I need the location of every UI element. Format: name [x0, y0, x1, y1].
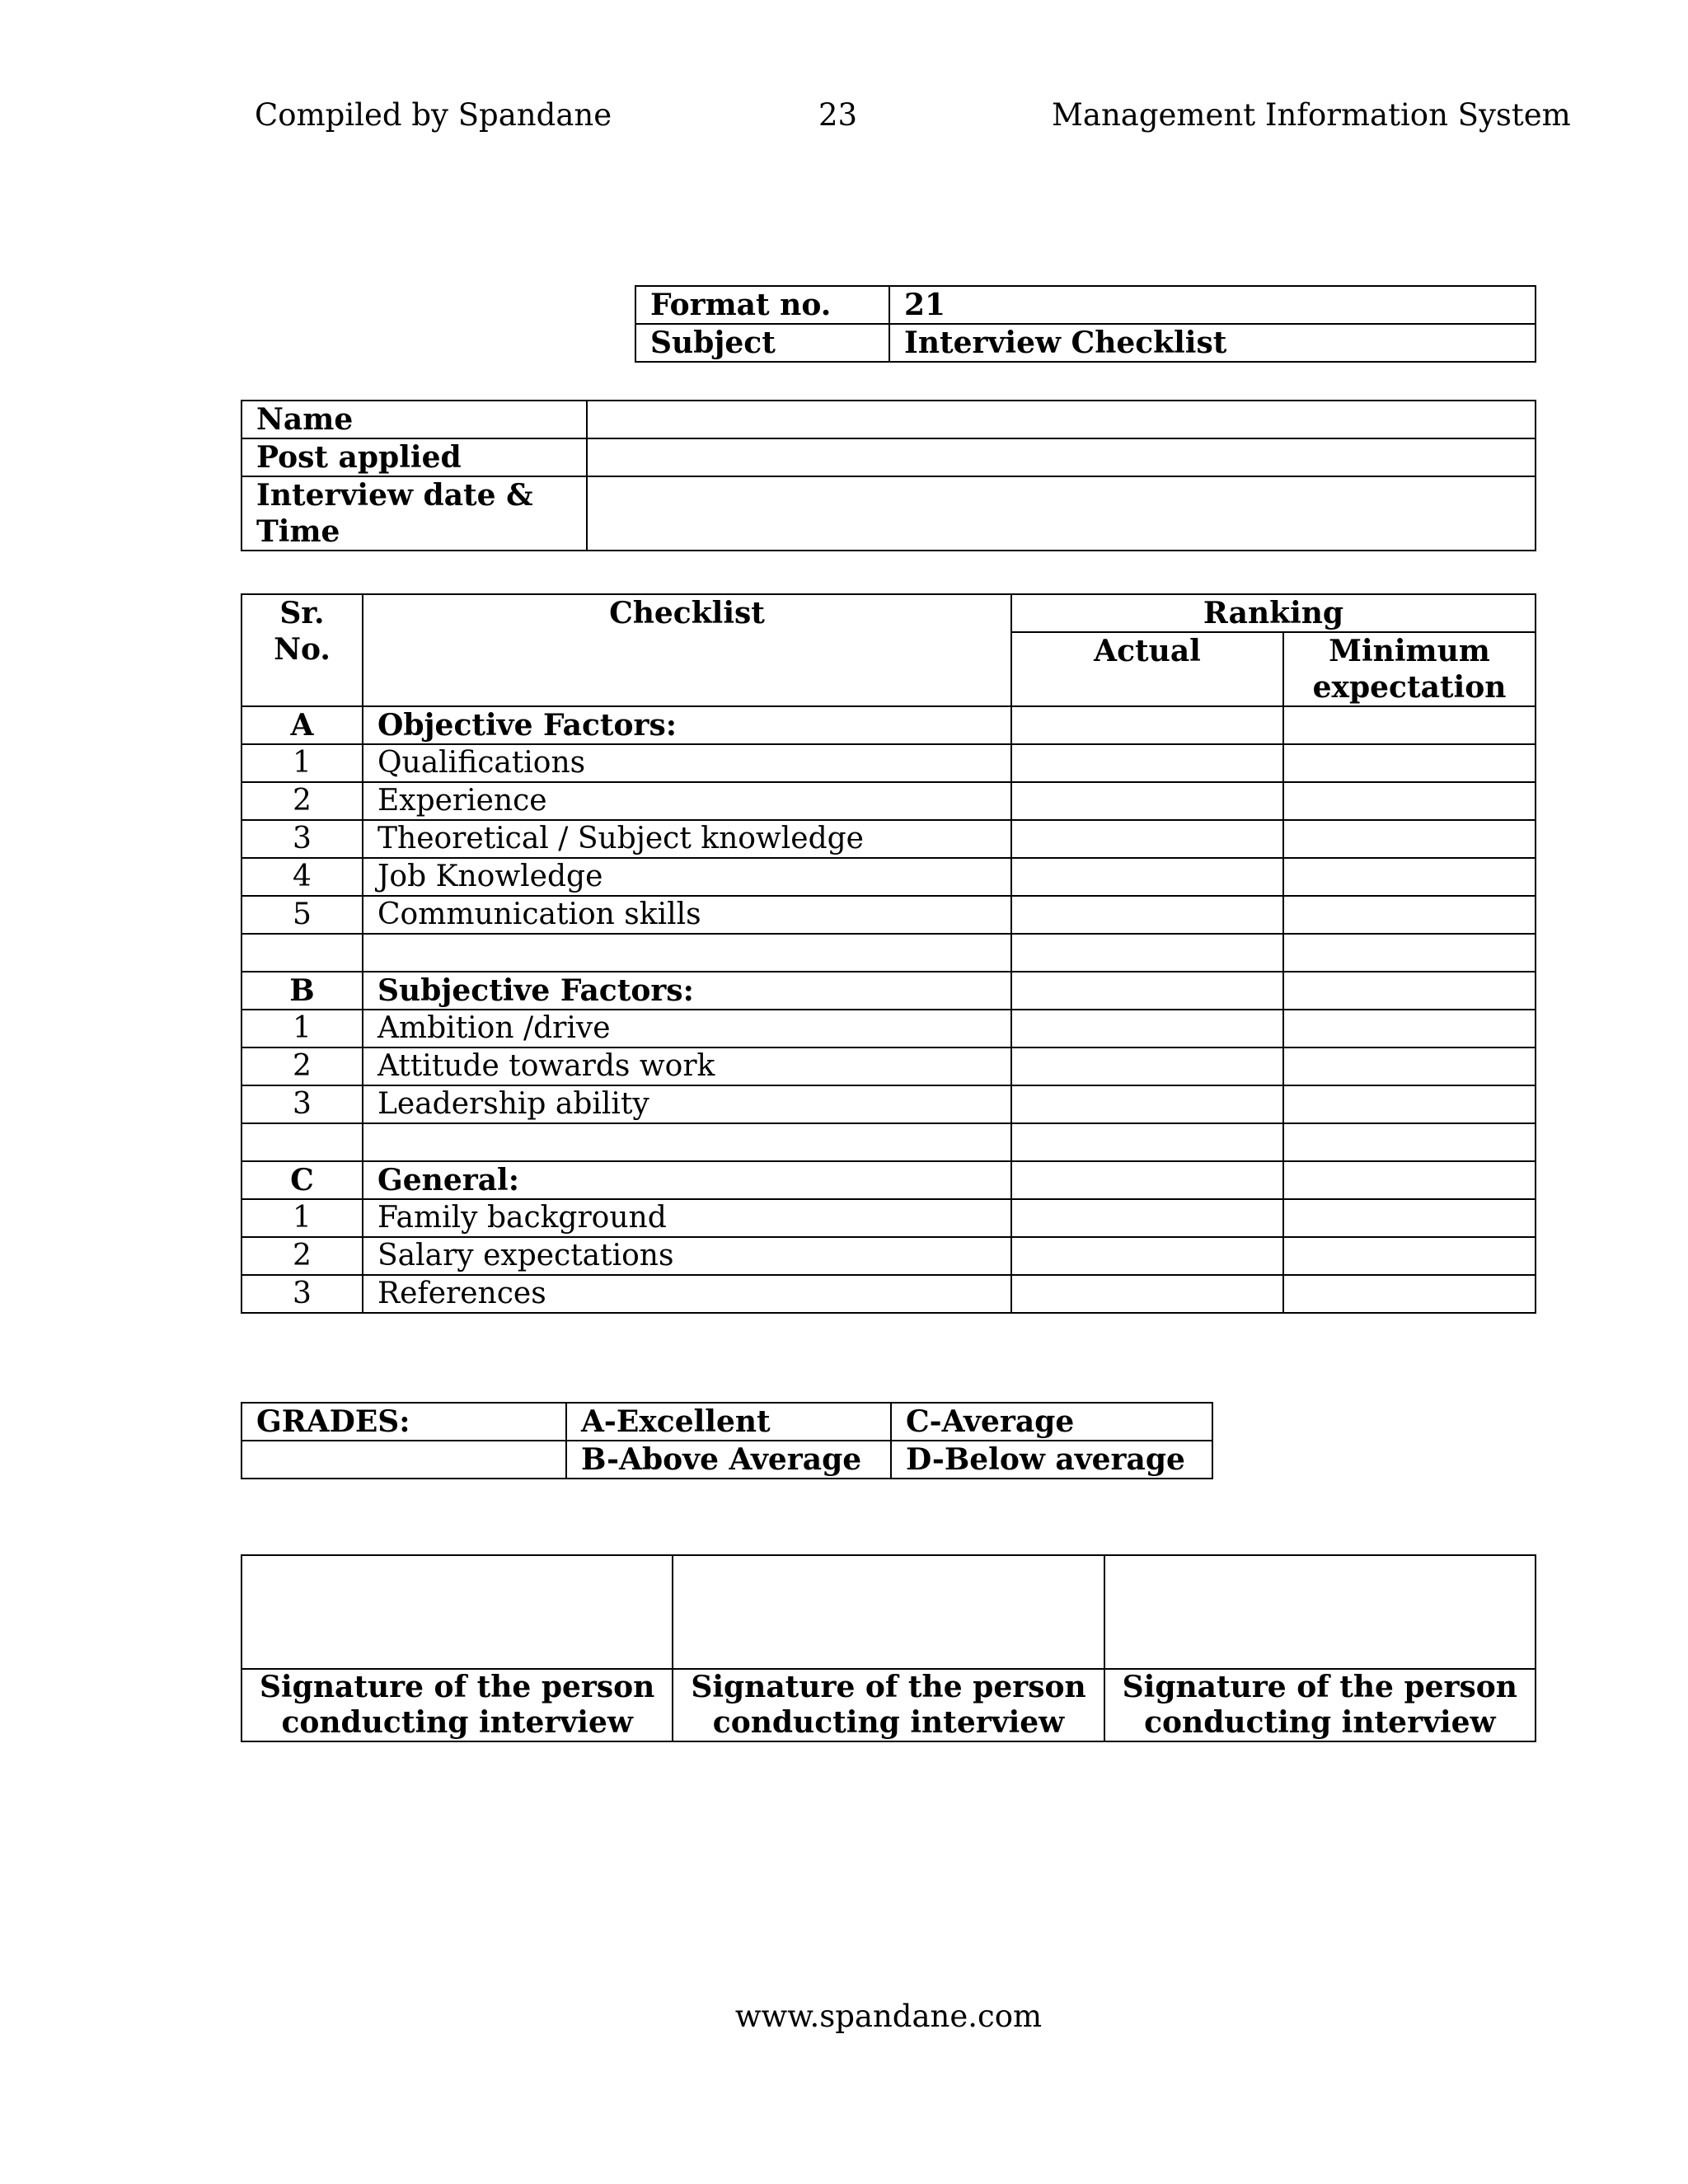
post-label: Post applied — [241, 438, 587, 476]
table-row — [241, 934, 1536, 972]
row-actual[interactable] — [1011, 858, 1283, 896]
row-sr: 2 — [241, 1047, 363, 1085]
col-ranking: Ranking — [1011, 594, 1536, 632]
table-row — [241, 706, 1536, 744]
table-row — [241, 858, 1536, 896]
row-actual[interactable] — [1011, 1123, 1283, 1161]
row-actual[interactable] — [1011, 1047, 1283, 1085]
row-sr: 1 — [241, 1010, 363, 1047]
row-actual[interactable] — [1011, 1010, 1283, 1047]
row-item: Subjective Factors: — [363, 972, 1011, 1010]
post-field[interactable] — [587, 438, 1536, 476]
page-number: 23 — [818, 97, 858, 133]
date-label: Interview date & Time — [241, 476, 587, 551]
subject-label: Subject — [635, 324, 889, 362]
row-minimum[interactable] — [1283, 820, 1536, 858]
signature-caption-3: Signature of the person conducting interview — [1104, 1669, 1536, 1741]
col-checklist: Checklist — [363, 594, 1011, 706]
row-minimum[interactable] — [1283, 858, 1536, 896]
row-minimum[interactable] — [1283, 1199, 1536, 1237]
row-actual[interactable] — [1011, 972, 1283, 1010]
row-actual[interactable] — [1011, 896, 1283, 934]
row-sr — [241, 1123, 363, 1161]
grade-c: C-Average — [891, 1403, 1212, 1441]
row-sr: B — [241, 972, 363, 1010]
signature-box-2[interactable] — [673, 1555, 1104, 1669]
row-actual[interactable] — [1011, 744, 1283, 782]
col-sr-no: Sr. No. — [241, 594, 363, 706]
row-sr: 2 — [241, 782, 363, 820]
table-row — [241, 1161, 1536, 1199]
table-row — [241, 896, 1536, 934]
row-actual[interactable] — [1011, 820, 1283, 858]
grade-d: D-Below average — [891, 1441, 1212, 1479]
table-row — [241, 782, 1536, 820]
row-minimum[interactable] — [1283, 706, 1536, 744]
row-minimum[interactable] — [1283, 1275, 1536, 1313]
grades-table — [241, 1402, 1213, 1479]
table-row — [241, 1237, 1536, 1275]
row-item: Communication skills — [363, 896, 1011, 934]
table-row — [241, 972, 1536, 1010]
col-actual: Actual — [1011, 632, 1283, 706]
row-sr: 2 — [241, 1237, 363, 1275]
table-row — [241, 1085, 1536, 1123]
row-minimum[interactable] — [1283, 744, 1536, 782]
name-label: Name — [241, 401, 587, 438]
date-field[interactable] — [587, 476, 1536, 551]
row-minimum[interactable] — [1283, 1085, 1536, 1123]
row-actual[interactable] — [1011, 1275, 1283, 1313]
signature-box-3[interactable] — [1104, 1555, 1536, 1669]
row-sr — [241, 934, 363, 972]
row-sr: C — [241, 1161, 363, 1199]
row-item: Family background — [363, 1199, 1011, 1237]
row-item — [363, 1123, 1011, 1161]
row-actual[interactable] — [1011, 1161, 1283, 1199]
row-minimum[interactable] — [1283, 934, 1536, 972]
row-actual[interactable] — [1011, 706, 1283, 744]
row-item — [363, 934, 1011, 972]
table-row — [241, 1123, 1536, 1161]
row-minimum[interactable] — [1283, 1161, 1536, 1199]
row-minimum[interactable] — [1283, 1237, 1536, 1275]
table-row — [241, 744, 1536, 782]
grades-label: GRADES: — [241, 1403, 566, 1441]
table-row — [241, 1010, 1536, 1047]
row-item: Attitude towards work — [363, 1047, 1011, 1085]
candidate-info-table — [241, 400, 1536, 551]
footer-url[interactable]: www.spandane.com — [734, 1999, 1043, 2034]
grades-empty — [241, 1441, 566, 1479]
row-item: Qualifications — [363, 744, 1011, 782]
name-field[interactable] — [587, 401, 1536, 438]
row-minimum[interactable] — [1283, 1123, 1536, 1161]
signature-table — [241, 1554, 1536, 1742]
row-sr: 5 — [241, 896, 363, 934]
row-item: Salary expectations — [363, 1237, 1011, 1275]
row-minimum[interactable] — [1283, 896, 1536, 934]
row-item: References — [363, 1275, 1011, 1313]
row-minimum[interactable] — [1283, 1047, 1536, 1085]
row-actual[interactable] — [1011, 1237, 1283, 1275]
row-item: Leadership ability — [363, 1085, 1011, 1123]
table-row — [241, 1275, 1536, 1313]
row-item: Ambition /drive — [363, 1010, 1011, 1047]
row-actual[interactable] — [1011, 934, 1283, 972]
row-sr: 3 — [241, 820, 363, 858]
row-item: General: — [363, 1161, 1011, 1199]
format-value: 21 — [889, 286, 1536, 324]
format-table — [635, 285, 1536, 363]
row-item: Experience — [363, 782, 1011, 820]
row-sr: 1 — [241, 744, 363, 782]
signature-caption-2: Signature of the person conducting interview — [673, 1669, 1104, 1741]
header-compiled-by: Compiled by Spandane — [255, 97, 612, 133]
row-sr: 3 — [241, 1085, 363, 1123]
signature-box-1[interactable] — [241, 1555, 673, 1669]
row-minimum[interactable] — [1283, 1010, 1536, 1047]
row-sr: 3 — [241, 1275, 363, 1313]
col-minimum-expectation: Minimum expectation — [1283, 632, 1536, 706]
row-minimum[interactable] — [1283, 972, 1536, 1010]
header-title: Management Information System — [1052, 97, 1571, 133]
row-actual[interactable] — [1011, 782, 1283, 820]
row-sr: A — [241, 706, 363, 744]
row-item: Objective Factors: — [363, 706, 1011, 744]
row-sr: 4 — [241, 858, 363, 896]
row-actual[interactable] — [1011, 1199, 1283, 1237]
table-row — [241, 820, 1536, 858]
row-minimum[interactable] — [1283, 782, 1536, 820]
checklist-table — [241, 593, 1536, 1314]
table-row — [241, 1047, 1536, 1085]
row-actual[interactable] — [1011, 1085, 1283, 1123]
subject-value: Interview Checklist — [889, 324, 1536, 362]
grade-a: A-Excellent — [566, 1403, 891, 1441]
table-row — [241, 1199, 1536, 1237]
signature-caption-1: Signature of the person conducting interview — [241, 1669, 673, 1741]
row-item: Job Knowledge — [363, 858, 1011, 896]
grade-b: B-Above Average — [566, 1441, 891, 1479]
row-sr: 1 — [241, 1199, 363, 1237]
row-item: Theoretical / Subject knowledge — [363, 820, 1011, 858]
format-label: Format no. — [635, 286, 889, 324]
